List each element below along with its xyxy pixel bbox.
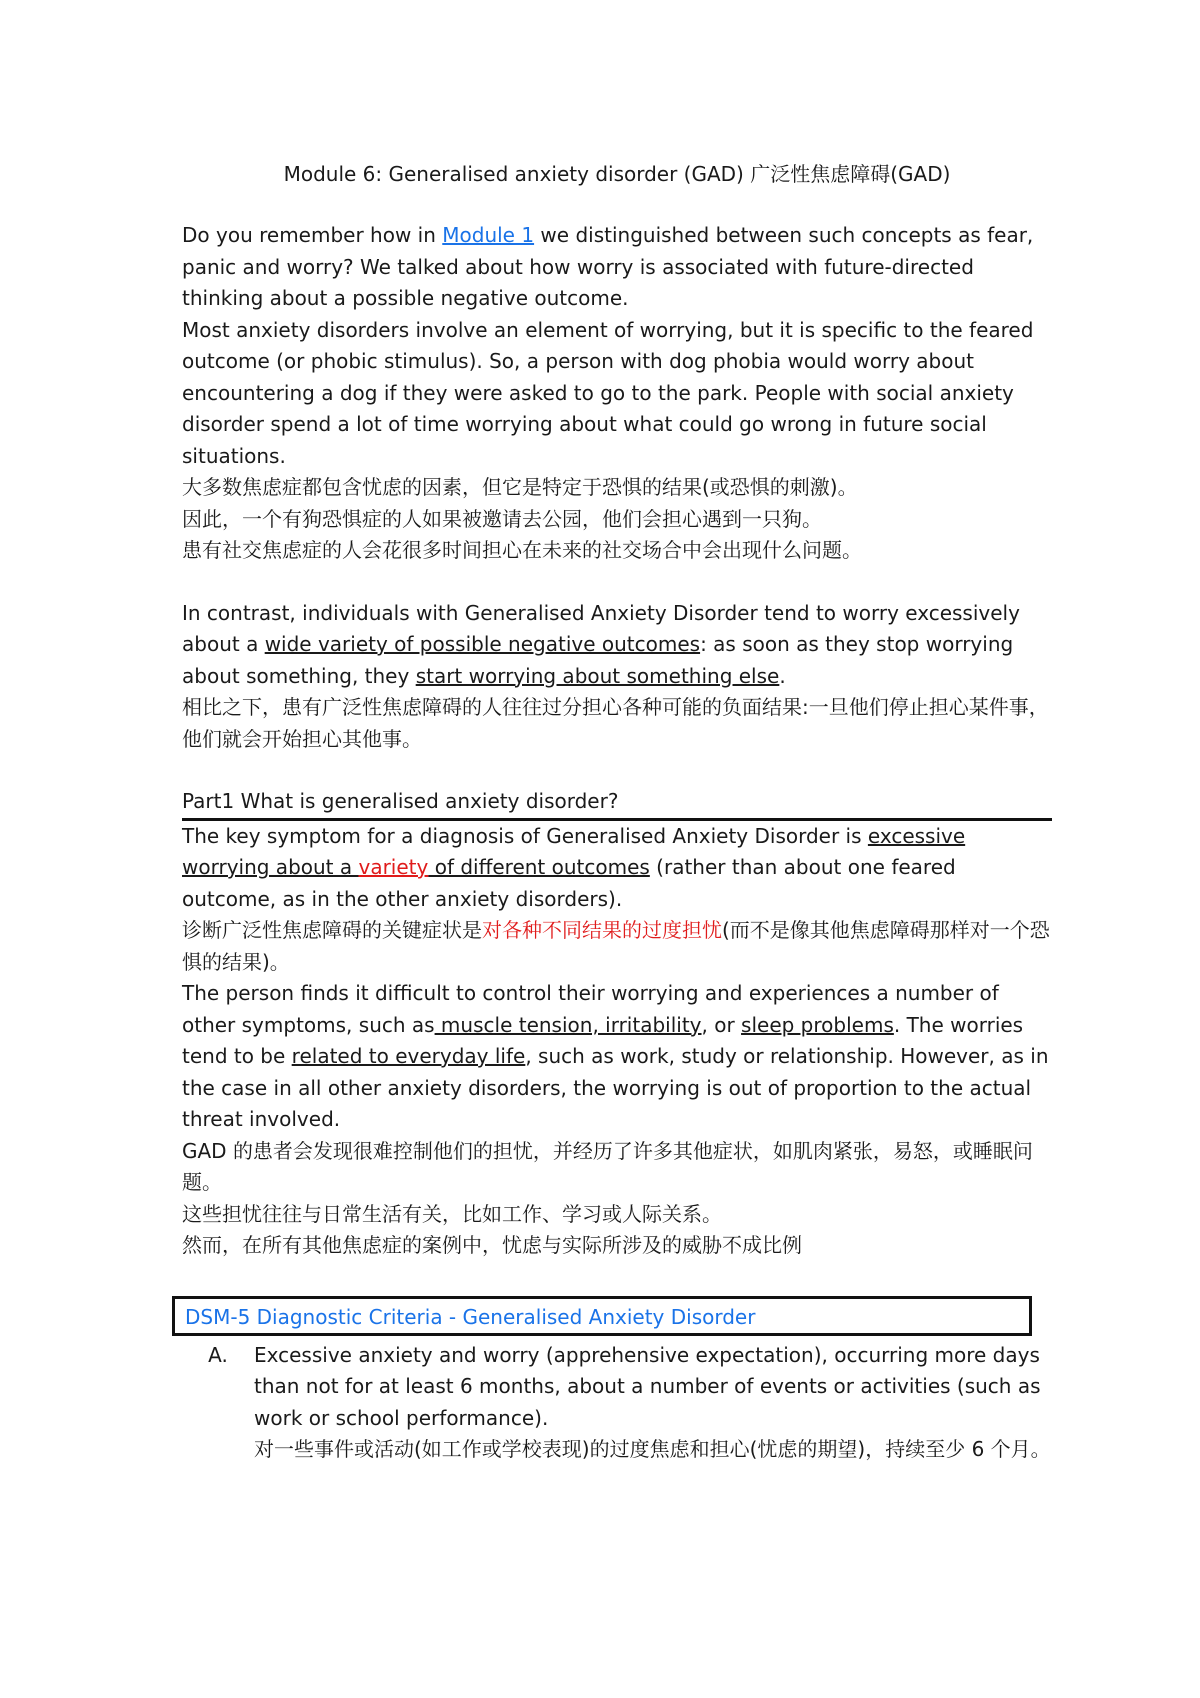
- module-1-link[interactable]: Module 1: [442, 223, 535, 247]
- dsm-criteria-title: DSM-5 Diagnostic Criteria - Generalised Anxiety Disorder: [185, 1304, 756, 1329]
- symptom-text: (rather than about one feared outcome, as in the other anxiety disorders).: [182, 855, 956, 911]
- criterion-marker: A.: [208, 1342, 228, 1367]
- underlined-phrase: muscle tension, irritability: [434, 1012, 702, 1037]
- underlined-phrase: of different outcomes: [428, 855, 650, 879]
- page-title: Module 6: Generalised anxiety disorder (GAD) 广泛性焦虑障碍(GAD): [283, 162, 951, 186]
- cn-text: (而不是像其他焦虑障碍那样对一个恐惧的结果)。: [182, 918, 1050, 974]
- highlighted-word: variety: [358, 855, 429, 879]
- symptoms-text: . The worries tend to be: [182, 1012, 1024, 1068]
- cn-line: GAD 的患者会发现很难控制他们的担忧，并经历了许多其他症状，如肌肉紧张，易怒，或睡眠问题。: [182, 1138, 1033, 1194]
- anxiety-paragraph: Most anxiety disorders involve an element of worrying, but it is specific to the feared outcome (or phobic stimulus). So, a person with dog phobia would worry about encountering a dog if they were asked to go to the park. People with social anxiety disorder spend a lot of time worrying about what could go wrong in future social situations.: [182, 317, 1034, 468]
- part1-heading: Part1 What is generalised anxiety disorder?: [182, 786, 1052, 821]
- intro-paragraph: [182, 220, 1052, 315]
- underlined-phrase: excessive worrying about a: [182, 823, 966, 879]
- key-symptom-paragraph: [182, 821, 1052, 916]
- intro-text-end: we distinguished between such concepts as fear, panic and worry? We talked about how worry is associated with future-directed thinking about a possible negative outcome.: [182, 223, 1034, 310]
- cn-line: 因此，一个有狗恐惧症的人如果被邀请去公园，他们会担心遇到一只狗。: [182, 506, 822, 531]
- contrast-text: In contrast, individuals with Generalised Anxiety Disorder tend to worry excessively about a: [182, 600, 1020, 656]
- criterion-body: [254, 1340, 1052, 1466]
- underlined-phrase: sleep problems: [741, 1012, 894, 1037]
- document-content: [182, 158, 1052, 1466]
- criterion-cn: 对一些事件或活动(如工作或学校表现)的过度焦虑和担心(忧虑的期望)，持续至少 6 个月。: [254, 1437, 1051, 1461]
- symptoms-text: , such as work, study or relationship. However, as in the case in all other anxiety disorders, the worrying is out of proportion to the actual threat involved.: [182, 1044, 1049, 1131]
- underlined-phrase: wide variety of possible negative outcomes: [264, 632, 701, 656]
- symptoms-text: , or: [701, 1012, 742, 1037]
- contrast-paragraph: [182, 598, 1052, 693]
- contrast-text: : as soon as they stop worrying about something, they: [182, 632, 1014, 688]
- intro-text-start: Do you remember how in: [182, 223, 443, 247]
- symptoms-paragraph: [182, 978, 1052, 1136]
- cn-line: 然而，在所有其他焦虑症的案例中，忧虑与实际所涉及的威胁不成比例: [182, 1233, 802, 1257]
- contrast-text: .: [779, 663, 786, 688]
- cn-line: 患有社交焦虑症的人会花很多时间担心在未来的社交场合中会出现什么问题。: [182, 538, 862, 562]
- underlined-phrase: start worrying about something else: [415, 663, 780, 688]
- cn-contrast-paragraph: 相比之下，患有广泛性焦虑障碍的人往往过分担心各种可能的负面结果:一旦他们停止担心某件事，他们就会开始担心其他事。: [182, 695, 1049, 751]
- symptom-text: The key symptom for a diagnosis of Generalised Anxiety Disorder is: [182, 823, 868, 848]
- cn-text: 诊断广泛性焦虑障碍的关键症状是: [182, 918, 482, 942]
- underlined-phrase: related to everyday life: [291, 1044, 526, 1068]
- criterion-a: [182, 1340, 1052, 1466]
- criterion-en: Excessive anxiety and worry (apprehensive expectation), occurring more days than not for at least 6 months, about a number of events or activities (such as work or school performance).: [254, 1342, 1041, 1430]
- symptoms-text: The person finds it difficult to control their worrying and experiences a number of other symptoms, such as: [182, 981, 999, 1037]
- dsm-criteria-box: [172, 1296, 1032, 1336]
- cn-line: 这些担忧往往与日常生活有关，比如工作、学习或人际关系。: [182, 1201, 722, 1226]
- highlighted-phrase: 对各种不同结果的过度担忧: [482, 918, 722, 942]
- cn-key-symptom-paragraph: [182, 915, 1052, 978]
- cn-line: 大多数焦虑症都包含忧虑的因素，但它是特定于恐惧的结果(或恐惧的刺激)。: [182, 475, 858, 499]
